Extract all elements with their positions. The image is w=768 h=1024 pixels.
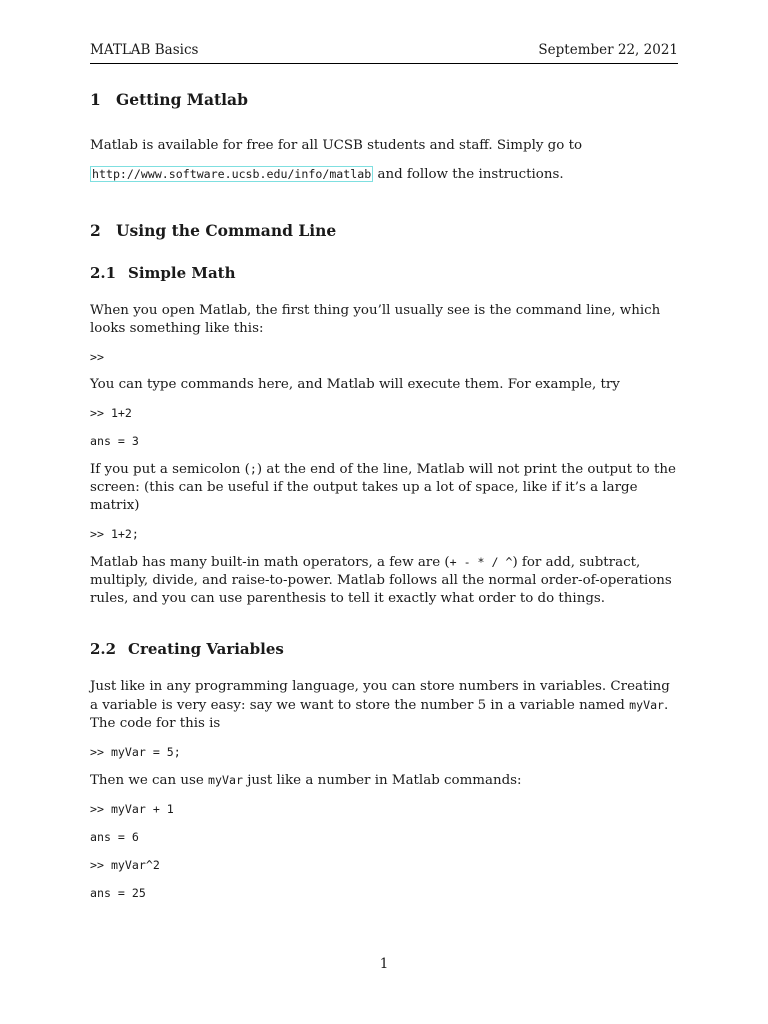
page-number: 1 <box>379 956 389 972</box>
paragraph <box>90 771 678 790</box>
text-run: Then we can use <box>90 773 209 788</box>
code-line: >> <box>90 350 104 364</box>
paragraph <box>90 460 678 515</box>
header-date: September 22, 2021 <box>538 42 678 58</box>
text-run: If you put a semicolon ( <box>90 462 250 477</box>
paragraph: Matlab is available for free for all UCSB students and staff. Simply go to <box>90 138 583 153</box>
text-run: ) at the end of the line, Matlab will not print the output to the screen: (this can be useful if the output takes up a lot of space, like if it’s a large matrix) <box>90 462 676 513</box>
section-number: 1 <box>90 90 101 109</box>
header-rule <box>90 63 678 64</box>
code-line: >> 1+2; <box>90 527 139 541</box>
section-heading-command-line <box>90 221 678 240</box>
inline-code: ; <box>249 462 257 476</box>
link-followup-text: and follow the instructions. <box>373 167 564 182</box>
code-line: >> myVar + 1 <box>90 802 174 816</box>
code-line: ans = 6 <box>90 830 139 844</box>
code-line: ans = 3 <box>90 434 139 448</box>
code-line: ans = 25 <box>90 886 146 900</box>
code-line: >> 1+2 <box>90 406 132 420</box>
document-body <box>90 90 678 902</box>
page-header <box>90 42 678 58</box>
subsection-number: 2.1 <box>90 264 117 282</box>
text-run: . The code for this is <box>90 698 669 731</box>
text-run: ) for add, subtract, multiply, divide, and raise-to-power. Matlab follows all the normal order-of-operations rules, and you can use parenthesis to tell it exactly what order to do things. <box>90 555 672 606</box>
inline-code: myVar <box>629 698 665 712</box>
subsection-title: Creating Variables <box>128 640 284 658</box>
inline-code: + - * / ^ <box>449 555 513 569</box>
paragraph: When you open Matlab, the first thing you’ll usually see is the command line, which looks something like this: <box>90 303 661 336</box>
section-title: Using the Command Line <box>116 221 337 240</box>
paragraph <box>90 678 678 733</box>
paragraph <box>90 553 678 608</box>
code-line: >> myVar^2 <box>90 858 160 872</box>
text-run: Matlab has many built-in math operators, a few are ( <box>90 555 450 570</box>
subsection-title: Simple Math <box>128 264 236 282</box>
section-heading-getting-matlab <box>90 90 678 109</box>
subsection-heading-creating-variables <box>90 640 678 658</box>
paragraph <box>90 165 678 184</box>
code-line: >> myVar = 5; <box>90 745 181 759</box>
header-title: MATLAB Basics <box>90 42 199 58</box>
subsection-number: 2.2 <box>90 640 117 658</box>
text-run: just like a number in Matlab commands: <box>242 773 522 788</box>
subsection-heading-simple-math <box>90 264 678 282</box>
inline-code: myVar <box>208 773 243 787</box>
text-run: Just like in any programming language, you can store numbers in variables. Creating a variable is very easy: say we want to store the number 5 in a variable named <box>90 679 670 713</box>
matlab-download-link[interactable]: http://www.software.ucsb.edu/info/matlab <box>92 167 372 181</box>
section-number: 2 <box>90 221 101 240</box>
section-title: Getting Matlab <box>116 90 248 109</box>
paragraph: You can type commands here, and Matlab will execute them. For example, try <box>90 377 620 392</box>
